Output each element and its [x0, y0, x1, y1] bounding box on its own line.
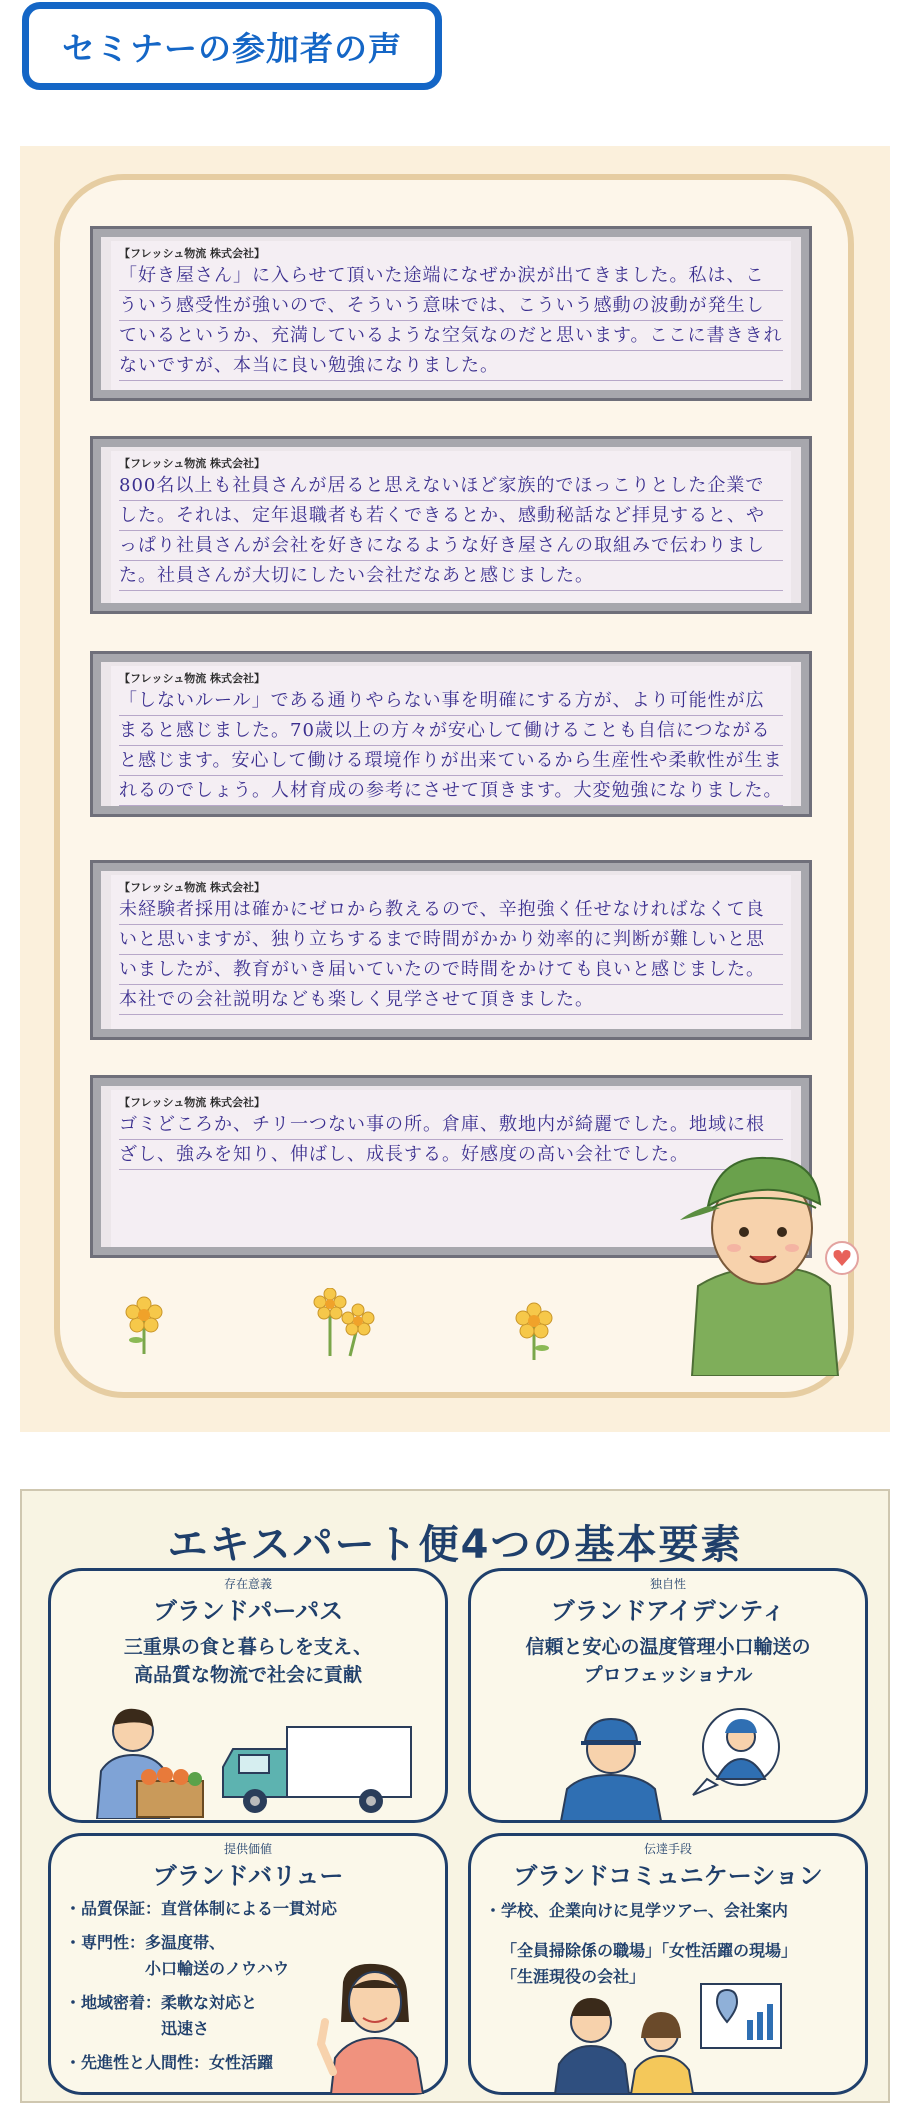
- section-title-box: [22, 2, 442, 90]
- voice-company: 【フレッシュ物流 株式会社】: [119, 672, 266, 685]
- elements-title: エキスパート便4つの基本要素: [167, 1522, 743, 1568]
- flower-icon: [512, 1302, 556, 1362]
- section-title: セミナーの参加者の声: [62, 28, 402, 68]
- box-head: ブランドパーパス: [152, 1597, 344, 1625]
- value-item: 小口輸送のノウハウ: [65, 1959, 290, 1978]
- box-desc-line: 信頼と安心の温度管理小口輸送の: [525, 1636, 811, 1658]
- farmer-truck-illustration: [91, 1701, 421, 1819]
- voice-card: [90, 226, 812, 401]
- woman-pointing-illustration: [313, 1962, 433, 2094]
- voice-company: 【フレッシュ物流 株式会社】: [119, 1096, 266, 1109]
- voice-text: 800名以上も社員さんが居ると思えないほど家族的でほっこりとした企業でした。それは、定年退職者も若くできるとか、感動秘話など拝見すると、やっぱり社員さんが会社を好きになるような好き屋さんの取組みで伝わりました。社員さんが大切にしたい会社だなあと感じました。: [119, 471, 783, 591]
- comm-line: 「全員掃除係の職場」「女性活躍の現場」: [501, 1941, 798, 1960]
- voice-text: 未経験者採用は確かにゼロから教えるので、辛抱強く任せなければなくて良いと思いますが、独り立ちするまで時間がかかり効率的に判断が難しいと思いましたが、教育がいき届いていたので時間をかけても良いと感じました。本社での会社説明なども楽しく見学させて頂きました。: [119, 895, 783, 1015]
- flowers-icon: [310, 1288, 380, 1358]
- voice-card: [90, 436, 812, 614]
- voice-company: 【フレッシュ物流 株式会社】: [119, 881, 266, 894]
- value-item: ・専門性：多温度帯、: [65, 1933, 226, 1952]
- brand-purpose-box: [48, 1568, 448, 1823]
- brand-communication-box: [468, 1833, 868, 2095]
- box-tag: 提供価値: [223, 1842, 272, 1856]
- value-list: [65, 1896, 337, 2076]
- box-desc: [51, 1633, 445, 1689]
- comm-line: ・学校、企業向けに見学ツアー、会社案内: [485, 1901, 788, 1920]
- box-desc-line: 高品質な物流で社会に貢献: [133, 1664, 362, 1686]
- box-tag: 伝達手段: [643, 1842, 692, 1856]
- value-item: ・品質保証：直営体制による一貫対応: [65, 1899, 338, 1918]
- box-tag: 存在意義: [223, 1577, 272, 1591]
- brand-elements-panel: [20, 1489, 890, 2103]
- comm-line: 「生涯現役の会社」: [501, 1967, 646, 1986]
- voice-company: 【フレッシュ物流 株式会社】: [119, 247, 266, 260]
- drivers-illustration: [541, 1699, 821, 1821]
- value-item: ・地域密着：柔軟な対応と: [65, 1993, 258, 2012]
- voice-company: 【フレッシュ物流 株式会社】: [119, 457, 266, 470]
- worker-illustration: [670, 1146, 860, 1376]
- voice-card: [90, 860, 812, 1040]
- voice-card: [90, 651, 812, 817]
- box-desc-line: プロフェッショナル: [583, 1664, 753, 1686]
- tour-presentation-illustration: [551, 1982, 791, 2094]
- box-tag: 独自性: [649, 1577, 686, 1591]
- voice-text: 「好き屋さん」に入らせて頂いた途端になぜか涙が出てきました。私は、こういう感受性が強いので、そういう意味では、こういう感動の波動が発生しているというか、充満しているような空気なのだと思います。ここに書ききれないですが、本当に良い勉強になりました。: [119, 261, 783, 381]
- box-head: ブランドアイデンティ: [550, 1597, 786, 1625]
- box-head: ブランドコミュニケーション: [513, 1862, 823, 1890]
- voice-text: 「しないルール」である通りやらない事を明確にする方が、より可能性が広まると感じました。70歳以上の方々が安心して働けることも自信につながると感じます。安心して働ける環境作りが出来ているから生産性や柔軟性が生まれるのでしょう。人材育成の参考にさせて頂きます。大変勉強になりました。: [119, 686, 783, 806]
- brand-identity-box: [468, 1568, 868, 1823]
- voice-text: ゴミどころか、チリ一つない事の所。倉庫、敷地内が綺麗でした。地域に根ざし、強みを知り、伸ばし、成長する。好感度の高い会社でした。: [119, 1110, 783, 1170]
- brand-value-box: [48, 1833, 448, 2095]
- box-desc-line: 三重県の食と暮らしを支え、: [123, 1636, 373, 1658]
- box-desc: [471, 1633, 865, 1689]
- box-head: ブランドバリュー: [152, 1862, 344, 1890]
- value-item: 迅速さ: [65, 2019, 210, 2038]
- voices-panel: [20, 146, 890, 1432]
- value-item: ・先進性と人間性：女性活躍: [65, 2053, 274, 2072]
- flower-icon: [122, 1296, 166, 1356]
